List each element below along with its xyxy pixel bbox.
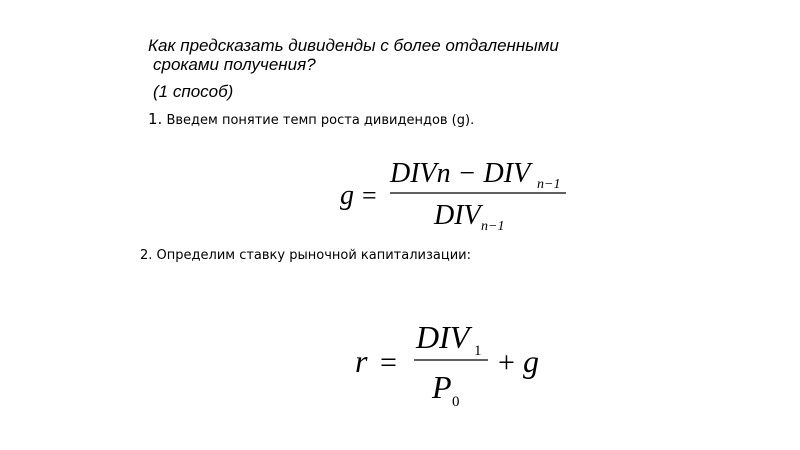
question-line-1: Как предсказать дивиденды с более отдаленными [148,36,559,55]
rate-numerator: DIV [416,319,470,355]
growth-numerator-subscript: n−1 [537,177,561,192]
step-2: 2. Определим ставку рыночной капитализации: [140,248,471,263]
step-1-text: Введем понятие темп роста дивидендов (g). [166,113,475,128]
rate-denominator-subscript: 0 [452,394,460,410]
rate-equals: = [380,346,397,379]
rate-numerator-subscript: 1 [474,343,482,359]
growth-equals: = [362,181,377,210]
method-label: (1 способ) [153,82,234,101]
rate-lhs: r [355,343,368,379]
rate-denominator: P [432,369,452,405]
growth-denominator-subscript: n−1 [481,219,505,234]
growth-lhs: g [340,180,354,211]
rate-term: g [523,343,539,379]
growth-numerator: DIVn − DIV [390,158,531,189]
growth-denominator: DIV [434,200,481,231]
question-line-2: сроками получения? [153,55,316,74]
rate-plus: + [498,346,515,379]
step-1-number: 1. [148,110,163,128]
